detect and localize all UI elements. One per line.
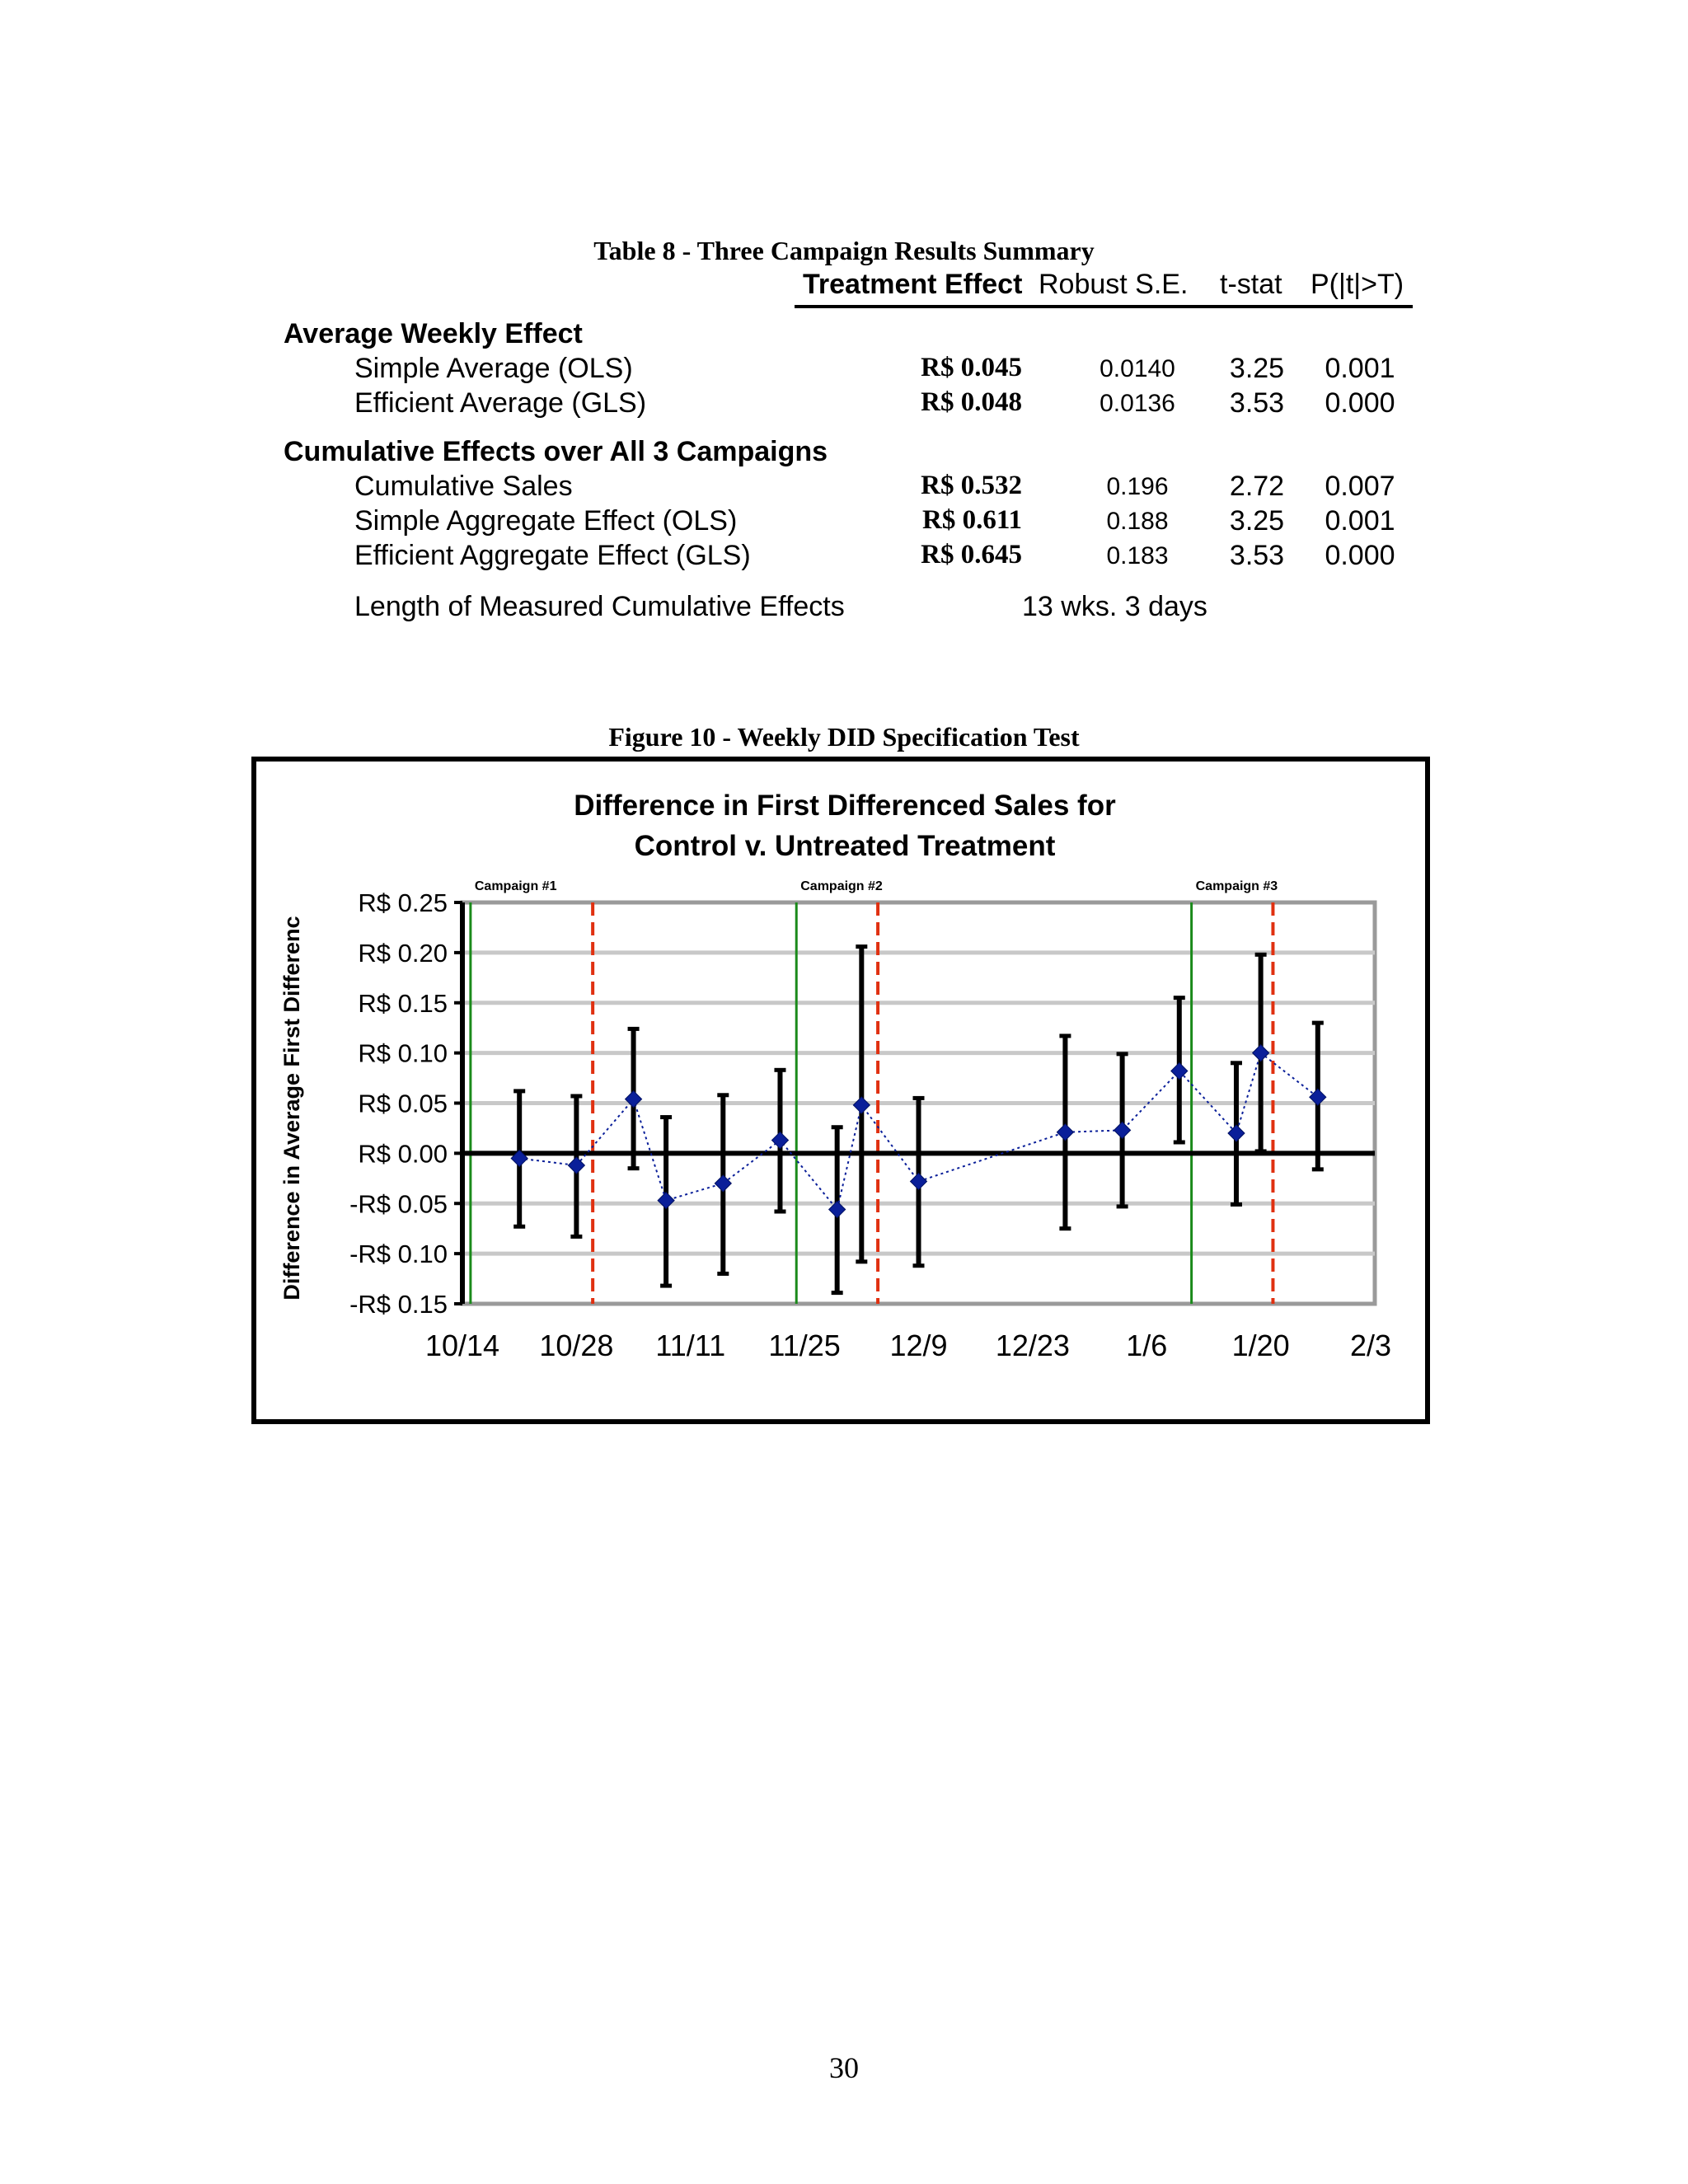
length-value: 13 wks. 3 days: [1022, 591, 1207, 622]
table-row: [280, 387, 1418, 420]
section-title-cumulative: Cumulative Effects over All 3 Campaigns: [284, 436, 828, 467]
row-se: 0.196: [1106, 473, 1169, 500]
y-axis-label: Difference in Average First Differenc: [279, 916, 304, 1301]
row-effect: R$ 0.645: [921, 540, 1022, 569]
y-tick-label: R$ 0.25: [358, 888, 448, 917]
row-label: Simple Aggregate Effect (OLS): [354, 505, 738, 537]
y-tick-label: -R$ 0.05: [349, 1189, 448, 1219]
x-tick-label: 2/3: [1349, 1329, 1391, 1362]
row-effect: R$ 0.048: [921, 387, 1022, 417]
chart-title: Difference in First Differenced Sales for: [574, 790, 1116, 822]
row-se: 0.0140: [1100, 355, 1175, 382]
header-p-value: P(|t|>T): [1311, 269, 1404, 300]
table-row: [280, 471, 1418, 504]
x-tick-label: 12/9: [889, 1329, 948, 1362]
header-rule: [795, 305, 1413, 308]
x-tick-label: 11/25: [768, 1329, 841, 1362]
campaign-label: Campaign #3: [1195, 879, 1278, 893]
chart-subtitle: Control v. Untreated Treatment: [634, 830, 1056, 862]
x-tick-label: 12/23: [995, 1329, 1070, 1362]
y-tick-label: R$ 0.20: [358, 938, 448, 968]
row-effect: R$ 0.611: [921, 505, 1022, 535]
row-t: 2.72: [1229, 471, 1285, 502]
row-effect: R$ 0.045: [921, 353, 1022, 382]
table-row: [280, 540, 1418, 573]
row-t: 3.25: [1229, 505, 1285, 537]
row-label: Efficient Aggregate Effect (GLS): [354, 540, 751, 571]
row-se: 0.188: [1106, 508, 1169, 535]
page-number: 30: [829, 2051, 859, 2084]
table-caption: Table 8 - Three Campaign Results Summary: [593, 236, 1095, 265]
row-t: 3.53: [1229, 540, 1285, 571]
campaign-label: Campaign #2: [800, 879, 883, 893]
row-label: Cumulative Sales: [354, 471, 573, 502]
row-label: Efficient Average (GLS): [354, 387, 647, 419]
table-row: [280, 505, 1418, 538]
chart-frame: [251, 757, 1430, 1424]
y-tick-label: R$ 0.10: [358, 1038, 448, 1068]
row-p: 0.000: [1325, 387, 1395, 419]
section-title-average: Average Weekly Effect: [284, 318, 583, 349]
header-robust-se: Robust S.E.: [1039, 269, 1189, 300]
row-p: 0.001: [1325, 505, 1395, 537]
row-label: Simple Average (OLS): [354, 353, 633, 384]
row-p: 0.001: [1325, 353, 1395, 384]
x-tick-label: 11/11: [655, 1329, 726, 1362]
header-treatment-effect: Treatment Effect: [803, 269, 1023, 300]
chart: [256, 762, 1425, 1419]
row-p: 0.007: [1325, 471, 1395, 502]
header-t-stat: t-stat: [1220, 269, 1282, 300]
row-t: 3.25: [1229, 353, 1285, 384]
row-se: 0.183: [1106, 542, 1169, 569]
length-label: Length of Measured Cumulative Effects: [354, 591, 845, 622]
figure-caption: Figure 10 - Weekly DID Specification Test: [608, 722, 1080, 752]
y-tick-label: R$ 0.00: [358, 1139, 448, 1169]
x-tick-label: 1/20: [1231, 1329, 1290, 1362]
row-se: 0.0136: [1100, 390, 1175, 417]
x-tick-label: 10/14: [424, 1329, 500, 1362]
row-t: 3.53: [1229, 387, 1285, 419]
results-table: [280, 264, 1418, 626]
y-tick-label: R$ 0.05: [358, 1089, 448, 1118]
row-effect: R$ 0.532: [921, 471, 1022, 500]
y-tick-label: -R$ 0.15: [349, 1290, 448, 1319]
x-tick-label: 1/6: [1126, 1329, 1168, 1362]
x-tick-label: 10/28: [539, 1329, 614, 1362]
y-tick-label: -R$ 0.10: [349, 1240, 448, 1269]
row-p: 0.000: [1325, 540, 1395, 571]
campaign-label: Campaign #1: [474, 879, 557, 893]
table-row: [280, 353, 1418, 386]
y-tick-label: R$ 0.15: [358, 988, 448, 1018]
